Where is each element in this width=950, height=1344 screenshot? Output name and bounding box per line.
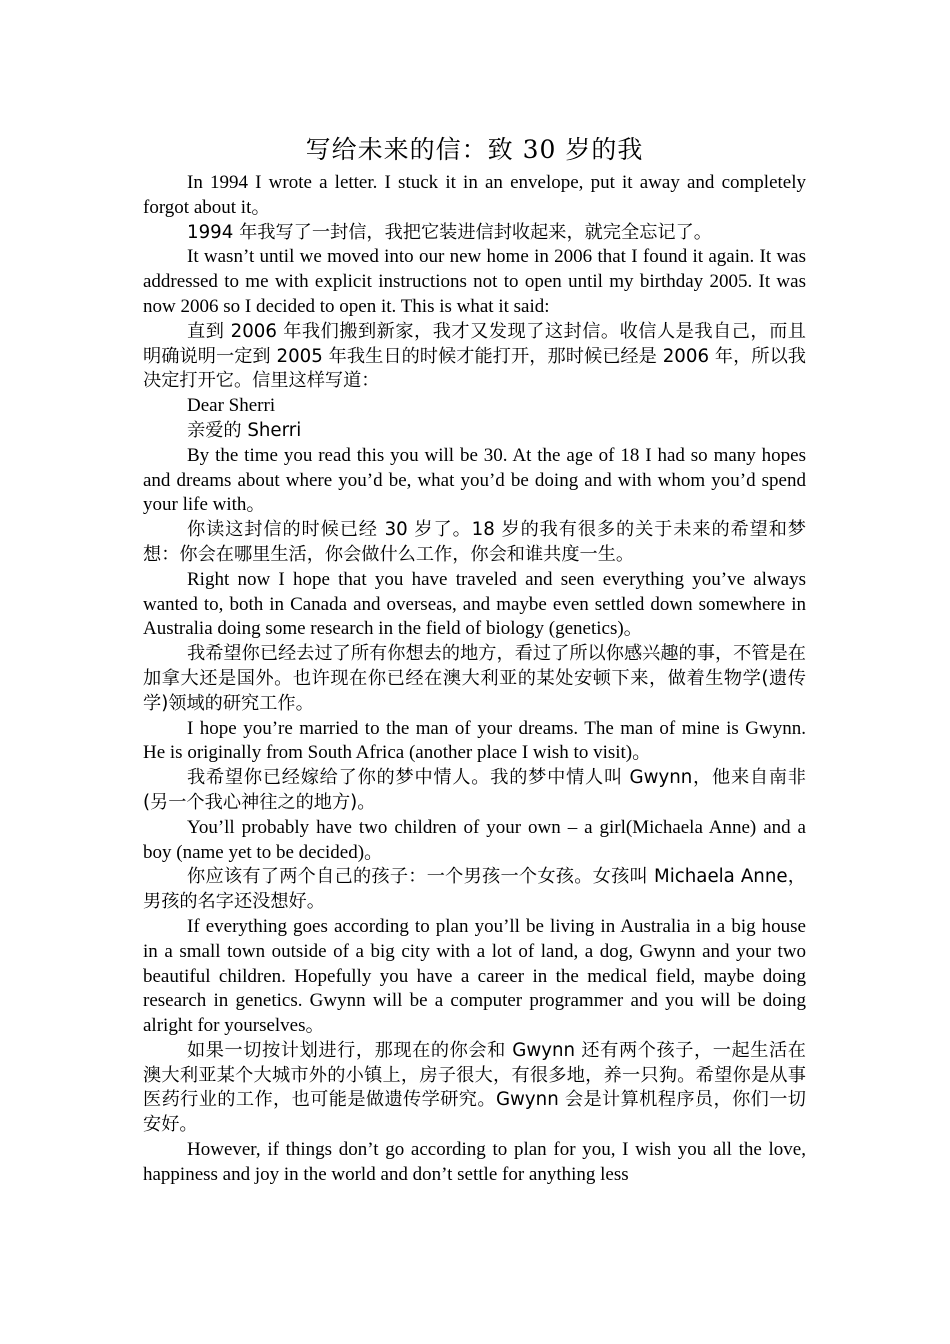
paragraph-1: In 1994 I wrote a letter. I stuck it in an envelope, put it away and completely forgot about it。 (143, 172, 806, 218)
paragraph-8: 你读这封信的时候已经 30 岁了。18 岁的我有很多的关于未来的希望和梦想：你会在哪里生活，你会做什么工作，你会和谁共度一生。 (143, 519, 806, 565)
paragraph-16: 如果一切按计划进行，那现在的你会和 Gwynn 还有两个孩子，一起生活在澳大利亚某个大城市外的小镇上，房子很大，有很多地，养一只狗。希望你是从事医药行业的工作，也可能是做遗传学研究。Gwynn 会是计算机程序员，你们一切安好。 (143, 1039, 806, 1136)
paragraph-15: If everything goes according to plan you’ll be living in Australia in a big house in a small town outside of a big city with a lot of land, a dog, Gwynn and your two beautiful children. Hopefully you have a career in the medical field, maybe doing research in genetics. Gwynn will be a computer programmer and you will be doing alright for yourselves。 (143, 915, 806, 1037)
paragraph-13: You’ll probably have two children of your own – a girl(Michaela Anne) and a boy (name yet to be decided)。 (143, 816, 806, 863)
document-title: 写给未来的信：致 30 岁的我 (305, 135, 644, 164)
paragraph-4: 直到 2006 年我们搬到新家，我才又发现了这封信。收信人是我自己，而且明确说明一定到 2005 年我生日的时候才能打开，那时候已经是 2006 年，所以我决定打开它。信里这样写道： (143, 320, 806, 392)
paragraph-17: However, if things don’t go according to plan for you, I wish you all the love, happiness and joy in the world and don’t settle for anything less (143, 1139, 806, 1185)
paragraph-10: 我希望你已经去过了所有你想去的地方，看过了所以你感兴趣的事，不管是在加拿大还是国外。也许现在你已经在澳大利亚的某处安顿下来，做着生物学(遗传学)领域的研究工作。 (143, 643, 806, 714)
paragraph-14: 你应该有了两个自己的孩子：一个男孩一个女孩。女孩叫 Michaela Anne，男孩的名字还没想好。 (143, 866, 806, 913)
paragraph-12: 我希望你已经嫁给了你的梦中情人。我的梦中情人叫 Gwynn，他来自南非(另一个我心神往之的地方)。 (143, 767, 806, 813)
paragraph-9: Right now I hope that you have traveled and seen everything you’ve always wanted to, both in Canada and overseas, and maybe even settled down somewhere in Australia doing some research in the field of biology (genetics)。 (143, 568, 806, 640)
paragraph-11: I hope you’re married to the man of your dreams. The man of mine is Gwynn. He is originally from South Africa (another place I wish to visit)。 (143, 717, 806, 764)
document-page (143, 132, 806, 1188)
paragraph-3: It wasn’t until we moved into our new home in 2006 that I found it again. It was addressed to me with explicit instructions not to open until my birthday 2005. It was now 2006 so I decided to open it. This is what it said: (143, 246, 806, 317)
paragraph-7: By the time you read this you will be 30. At the age of 18 I had so many hopes and dreams about where you’d be, what you’d be doing and with whom you’d spend your life with。 (143, 444, 806, 516)
paragraph-5: Dear Sherri (187, 395, 276, 417)
paragraph-6: 亲爱的 Sherri (187, 419, 302, 441)
paragraph-2: 1994 年我写了一封信，我把它装进信封收起来，就完全忘记了。 (187, 221, 712, 243)
